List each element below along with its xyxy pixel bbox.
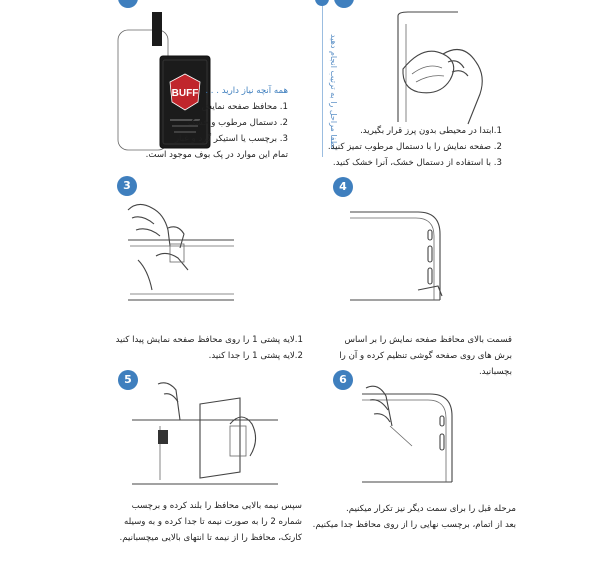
step-line: 3. با استفاده از دستمال خشک، آنرا خشک کنید. [332, 158, 502, 168]
step3-text [116, 332, 303, 364]
step-line: قسمت بالای محافظ صفحه نمایش را بر اساس [344, 335, 512, 345]
step-badge: 5 [118, 370, 138, 390]
step-badge-partial-2 [334, 0, 354, 8]
vertical-note: لطفا مراحل را به ترتیب انجام دهید [329, 34, 338, 150]
step1-text [328, 123, 502, 171]
step5-illustration [130, 380, 280, 490]
kit-item: 3. برچسب یا استیکر گرد و غبار [174, 134, 288, 144]
kit-title: همه آنچه نیاز دارید . . . [205, 86, 288, 96]
step-badge: 6 [333, 370, 353, 390]
buff-brand: BUFF [171, 88, 199, 99]
step6-illustration [360, 386, 470, 496]
step4-illustration [348, 200, 458, 310]
step-badge-partial [118, 0, 138, 8]
step-badge: 4 [333, 177, 353, 197]
step1-illustration [388, 14, 508, 124]
step-line: سپس نیمه بالایی محافظ را بلند کرده و برچسب [131, 501, 302, 511]
step-line: برش های روی صفحه گوشی تنظیم کرده و آن را [339, 351, 512, 361]
step4-text [339, 332, 512, 380]
step-line: 1.لایه پشتی 1 را روی محافظ صفحه نمایش پیدا کنید [115, 335, 303, 345]
kit-item: 1. محافظ صفحه نمایش [201, 102, 288, 112]
step-line: 2. صفحه نمایش را با دستمال مرطوب تمیز کنید. [327, 142, 502, 152]
step-badge-top-partial [315, 0, 329, 6]
kit-item: 2. دستمال مرطوب و خشک [187, 118, 288, 128]
kit-note: تمام این موارد در پک بوف موجود است. [145, 150, 288, 160]
step-line: مرحله قبل را برای سمت دیگر نیز تکرار میکنیم. [346, 504, 516, 514]
step-line: 1.ابتدا در محیطی بدون پرز قرار بگیرید. [360, 126, 502, 136]
step-line: بچسبانید. [478, 367, 512, 377]
step3-illustration [108, 200, 238, 310]
step-line: شماره 2 را به صورت نیمه تا جدا کرده و به وسیله [124, 517, 302, 527]
divider-line [322, 2, 323, 157]
step-line: کارتک، محافظ را از نیمه تا انتهای بالایی میچسبانیم. [119, 533, 302, 543]
step-line: بعد از اتمام، برچسب نهایی را از روی محافظ جدا میکنیم. [312, 520, 516, 530]
step-line: 2.لایه پشتی 1 را جدا کنید. [208, 351, 303, 361]
step5-text [120, 498, 302, 546]
step6-text [313, 501, 516, 533]
step-badge: 3 [117, 176, 137, 196]
tag-strip [152, 12, 162, 46]
kit-list [146, 83, 288, 163]
